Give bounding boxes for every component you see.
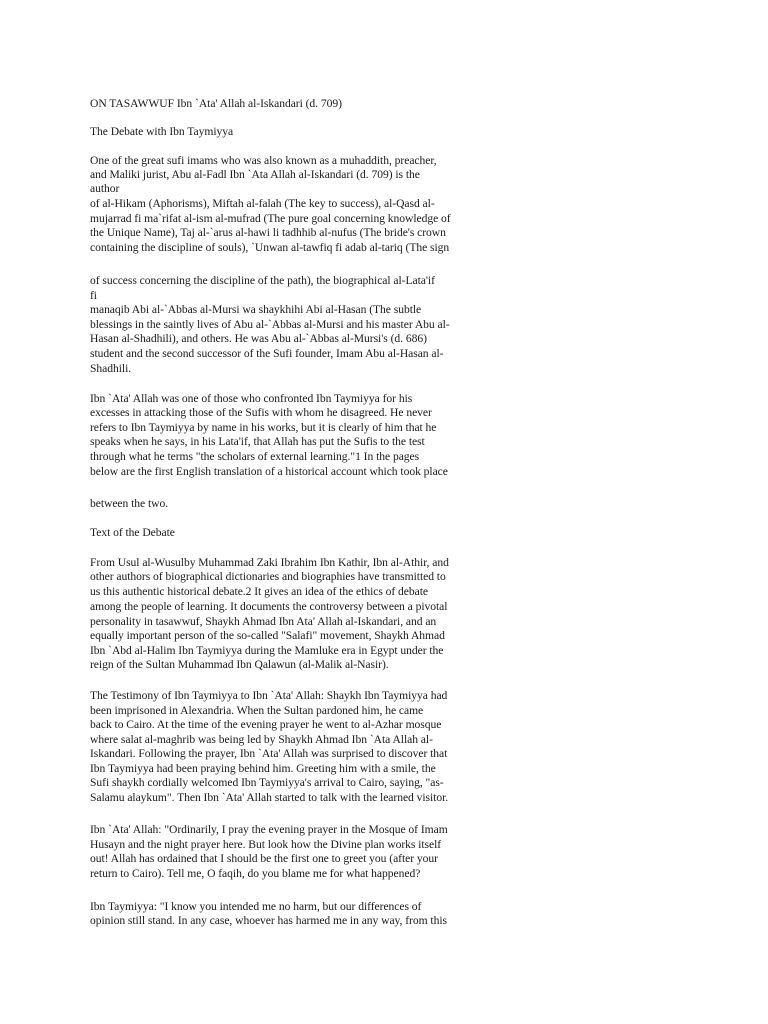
paragraph-line: excesses in attacking those of the Sufis with whom he disagreed. He never <box>90 406 432 419</box>
paragraph-line: of al-Hikam (Aphorisms), Miftah al-falah (The key to success), al-Qasd al- <box>90 197 435 210</box>
paragraph-line: Ibn `Ata' Allah was one of those who confronted Ibn Taymiyya for his <box>90 392 413 405</box>
paragraph-line: speaks when he says, in his Lata'if, that Allah has put the Sufis to the test <box>90 435 425 448</box>
section-title: Text of the Debate <box>90 526 175 539</box>
paragraph-line: personality in tasawwuf, Shaykh Ahmad Ibn Ata' Allah al-Iskandari, and an <box>90 615 437 628</box>
paragraph-line: Ibn `Ata' Allah: "Ordinarily, I pray the evening prayer in the Mosque of Imam <box>90 823 448 836</box>
paragraph-line: Hasan al-Shadhili), and others. He was Abu al-`Abbas al-Mursi's (d. 686) <box>90 332 427 345</box>
paragraph-line: containing the discipline of souls), `Unwan al-tawfiq fi adab al-tariq (The sign <box>90 241 450 254</box>
paragraph-line: Husayn and the night prayer here. But look how the Divine plan works itself <box>90 838 442 851</box>
paragraph-line: Salamu alaykum". Then Ibn `Ata' Allah started to talk with the learned visitor. <box>90 791 449 804</box>
section-title: The Debate with Ibn Taymiyya <box>90 125 234 138</box>
paragraph-line: where salat al-maghrib was being led by Shaykh Ahmad Ibn `Ata Allah al- <box>90 733 433 746</box>
paragraph-line: of success concerning the discipline of the path), the biographical al-Lata'if <box>90 274 435 287</box>
paragraph-line: and Maliki jurist, Abu al-Fadl Ibn `Ata Allah al-Iskandari (d. 709) is the <box>90 168 420 181</box>
paragraph-line: blessings in the saintly lives of Abu al-`Abbas al-Mursi and his master Abu al- <box>90 318 450 331</box>
paragraph-line: below are the first English translation of a historical account which took place <box>90 465 448 478</box>
paragraph-line: us this authentic historical debate.2 It gives an idea of the ethics of debate <box>90 585 429 598</box>
paragraph-line: Ibn Taymiyya: "I know you intended me no harm, but our differences of <box>90 900 422 913</box>
paragraph-line: From Usul al-Wusulby Muhammad Zaki Ibrahim Ibn Kathir, Ibn al-Athir, and <box>90 556 449 569</box>
paragraph-line: out! Allah has ordained that I should be the first one to greet you (after your <box>90 852 438 865</box>
paragraph-line: Ibn `Abd al-Halim Ibn Taymiyya during the Mamluke era in Egypt under the <box>90 644 444 657</box>
paragraph-line: other authors of biographical dictionaries and biographies have transmitted to <box>90 570 446 583</box>
paragraph-line: manaqib Abi al-`Abbas al-Mursi wa shaykhihi Abi al-Hasan (The subtle <box>90 303 422 316</box>
paragraph-line: Iskandari. Following the prayer, Ibn `Ata' Allah was surprised to discover that <box>90 747 448 760</box>
paragraph-line: return to Cairo). Tell me, O faqih, do you blame me for what happened? <box>90 867 421 880</box>
paragraph-line: author <box>90 182 120 195</box>
paragraph-line: fi <box>90 289 97 302</box>
paragraph-line: equally important person of the so-called "Salafi" movement, Shaykh Ahmad <box>90 629 445 642</box>
paragraph-line: back to Cairo. At the time of the evening prayer he went to al-Azhar mosque <box>90 718 442 731</box>
paragraph-line: student and the second successor of the Sufi founder, Imam Abu al-Hasan al- <box>90 347 444 360</box>
paragraph-line: Shadhili. <box>90 362 132 375</box>
paragraph-line: among the people of learning. It documents the controversy between a pivotal <box>90 600 448 613</box>
paragraph-line: been imprisoned in Alexandria. When the Sultan pardoned him, he came <box>90 704 424 717</box>
paragraph-line: the Unique Name), Taj al-`arus al-hawi li tadhhib al-nufus (The bride's crown <box>90 226 446 239</box>
paragraph-line: mujarrad fi ma`rifat al-ism al-mufrad (The pure goal concerning knowledge of <box>90 212 451 225</box>
paragraph-line: Sufi shaykh cordially welcomed Ibn Taymiyya's arrival to Cairo, saying, "as- <box>90 776 444 789</box>
paragraph-line: One of the great sufi imams who was also known as a muhaddith, preacher, <box>90 154 437 167</box>
paragraph-line: The Testimony of Ibn Taymiyya to Ibn `Ata' Allah: Shaykh Ibn Taymiyya had <box>90 689 448 702</box>
paragraph-line: reign of the Sultan Muhammad Ibn Qalawun (al-Malik al-Nasir). <box>90 658 389 671</box>
paragraph-line: between the two. <box>90 497 169 510</box>
paragraph-line: refers to Ibn Taymiyya by name in his works, but it is clearly of him that he <box>90 421 437 434</box>
document-heading: ON TASAWWUF Ibn `Ata' Allah al-Iskandari (d. 709) <box>90 97 342 110</box>
paragraph-line: through what he terms "the scholars of external learning."1 In the pages <box>90 450 420 463</box>
paragraph-line: opinion still stand. In any case, whoever has harmed me in any way, from this <box>90 914 447 927</box>
paragraph-line: Ibn Taymiyya had been praying behind him. Greeting him with a smile, the <box>90 762 436 775</box>
